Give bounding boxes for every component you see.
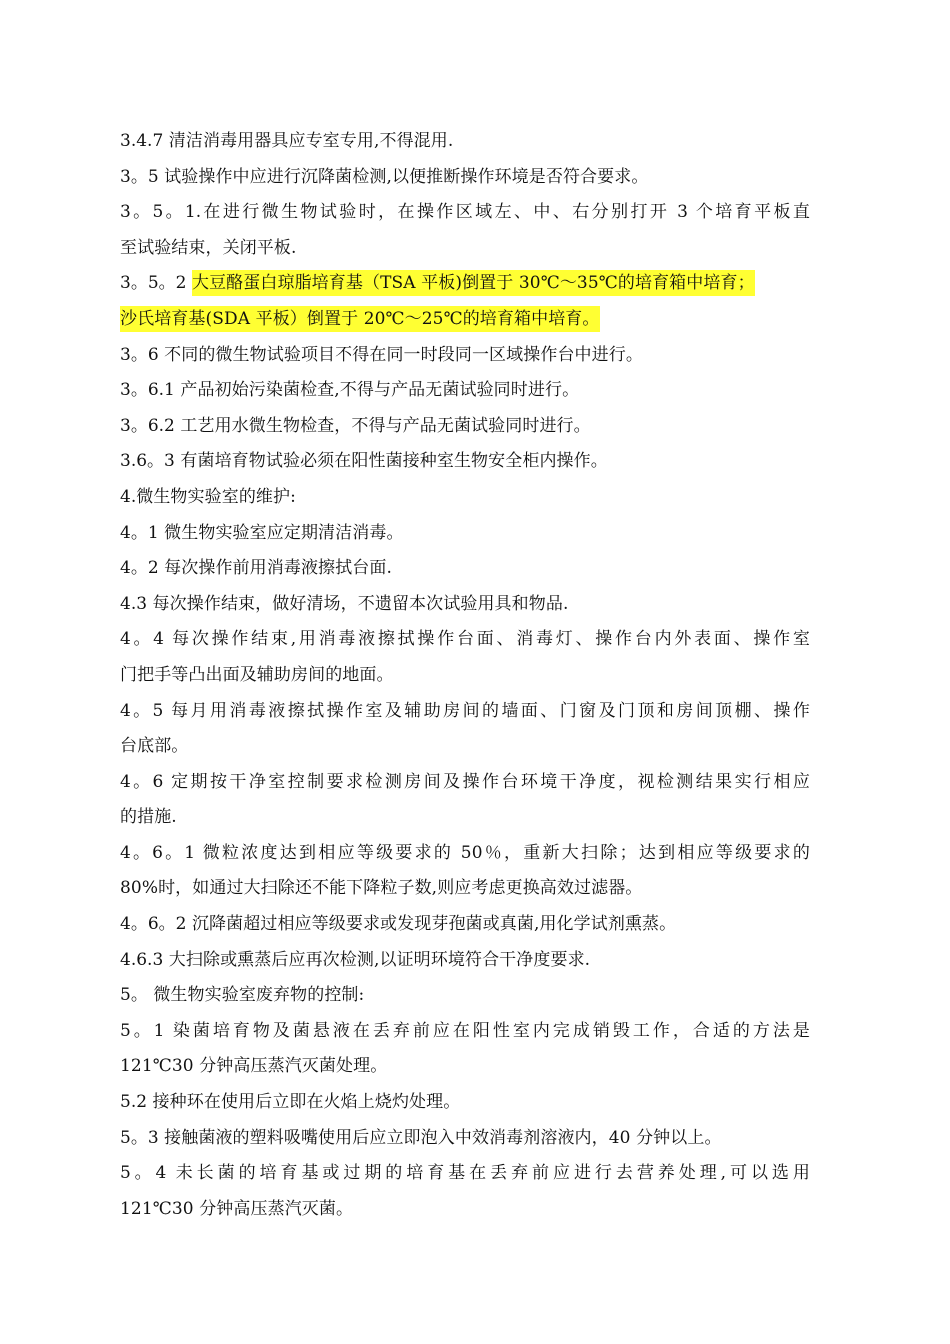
text-line [120,338,810,374]
clause-text: 在进行微生物试验时，在操作区域左、中、右分别打开 3 个培育平板直 [201,202,811,223]
clause-text: 接触菌液的塑料吸嘴使用后应立即泡入中效消毒剂溶液内，40 分钟以上。 [158,1127,722,1148]
clause-text: 有菌培育物试验必须在阳性菌接种室生物安全柜内操作。 [174,451,608,472]
clause-number: 5.2 [120,1092,148,1113]
clause-number: 3。5。1. [120,202,202,223]
text-line [120,124,810,160]
text-line [120,1049,810,1085]
clause-number: 4。6 [120,771,164,792]
text-line [120,587,810,623]
clause-text: 每次操作结束,用消毒液擦拭操作台面、消毒灯、操作台内外表面、操作室 [163,629,810,650]
text-line [120,907,810,943]
clause-number: 3。5 [120,166,159,187]
clause-text: 沉降菌超过相应等级要求或发现芽孢菌或真菌,用化学试剂熏蒸。 [186,914,677,935]
clause-number: 4。2 [120,558,159,579]
text-line [120,551,810,587]
clause-text: 不同的微生物试验项目不得在同一时段同一区域操作台中进行。 [158,344,643,365]
clause-number: 3。6.2 [120,415,175,436]
text-line [120,622,810,658]
clause-number: 4。6。2 [120,914,187,935]
text-line [120,195,810,231]
clause-text: 门把手等凸出面及辅助房间的地面。 [120,664,394,685]
text-line [120,160,810,196]
clause-text: 121℃30 分钟高压蒸汽灭菌处理。 [120,1056,388,1077]
text-line [120,836,810,872]
clause-number: 3。6 [120,344,159,365]
text-line [120,729,810,765]
clause-text: 每月用消毒液擦拭操作室及辅助房间的墙面、门窗及门顶和房间顶棚、操作 [163,700,810,721]
text-line [120,978,810,1014]
text-line [120,943,810,979]
clause-number: 4。6。1 [120,842,196,863]
text-line [120,1014,810,1050]
clause-text: 试验操作中应进行沉降菌检测,以便推断操作环境是否符合要求。 [158,166,649,187]
clause-number: 3。6.1 [120,380,175,401]
clause-text: 121℃30 分钟高压蒸汽灭菌。 [120,1198,354,1219]
clause-text: 的措施. [120,807,177,828]
text-line [120,765,810,801]
clause-number: 3.4.7 [120,131,164,151]
text-line [120,266,810,302]
text-line [120,480,810,516]
clause-text: 接种环在使用后立即在火焰上烧灼处理。 [147,1092,461,1113]
clause-text: 每次操作结束，做好清场，不遗留本次试验用具和物品. [147,593,569,614]
clause-number: 3.6。3 [120,451,175,472]
clause-number: 3。5。2 [120,273,187,294]
clause-text: 产品初始污染菌检查,不得与产品无菌试验同时进行。 [174,380,580,401]
text-line [120,373,810,409]
clause-number: 5。4 [120,1163,167,1184]
clause-number: 5。 [120,985,148,1006]
text-line [120,694,810,730]
clause-number: 5。1 [120,1020,165,1041]
clause-text: 至试验结束，关闭平板. [120,237,297,258]
clause-text: 清洁消毒用器具应专室专用,不得混用. [163,131,454,151]
clause-number: 4。5 [120,700,164,721]
clause-text: 微生物实验室应定期清洁消毒。 [158,522,404,543]
clause-text: 染菌培育物及菌悬液在丢弃前应在阳性室内完成销毁工作，合适的方法是 [164,1020,810,1041]
document-body [120,124,810,1227]
clause-text: 台底部。 [120,736,189,757]
text-line [120,1156,810,1192]
clause-text: 80%时，如通过大扫除还不能下降粒子数,则应考虑更换高效过滤器。 [120,878,643,899]
text-line [120,302,810,338]
clause-text: 微粒浓度达到相应等级要求的 50％，重新大扫除；达到相应等级要求的 [195,842,811,863]
highlighted-text: 沙氏培育基(SDA 平板）倒置于 20℃～25℃的培育箱中培育。 [120,306,600,332]
text-line [120,658,810,694]
clause-text: 定期按干净室控制要求检测房间及操作台环境干净度，视检测结果实行相应 [163,771,810,792]
text-line [120,1192,810,1228]
text-line [120,1085,810,1121]
highlighted-text: 大豆酪蛋白琼脂培育基（TSA 平板)倒置于 30℃～35℃的培育箱中培育； [192,270,755,296]
clause-text: 工艺用水微生物检查，不得与产品无菌试验同时进行。 [174,415,591,436]
clause-text: 大扫除或熏蒸后应再次检测,以证明环境符合干净度要求. [163,949,591,970]
text-line [120,516,810,552]
text-line [120,1121,810,1157]
text-line [120,409,810,445]
clause-text: 每次操作前用消毒液擦拭台面. [158,558,392,579]
clause-number: 4.6.3 [120,949,164,970]
clause-number: 4。4 [120,629,164,650]
text-line [120,800,810,836]
clause-number: 4。1 [120,522,159,543]
text-line [120,444,810,480]
clause-number: 4.3 [120,593,148,614]
clause-text: 微生物实验室废弃物的控制: [147,985,365,1006]
clause-number: 5。3 [120,1127,159,1148]
clause-text: 微生物实验室的维护: [136,486,296,507]
text-line [120,871,810,907]
clause-text: 未长菌的培育基或过期的培育基在丢弃前应进行去营养处理,可以选用 [166,1163,810,1184]
clause-number: 4. [120,486,137,507]
text-line [120,231,810,267]
